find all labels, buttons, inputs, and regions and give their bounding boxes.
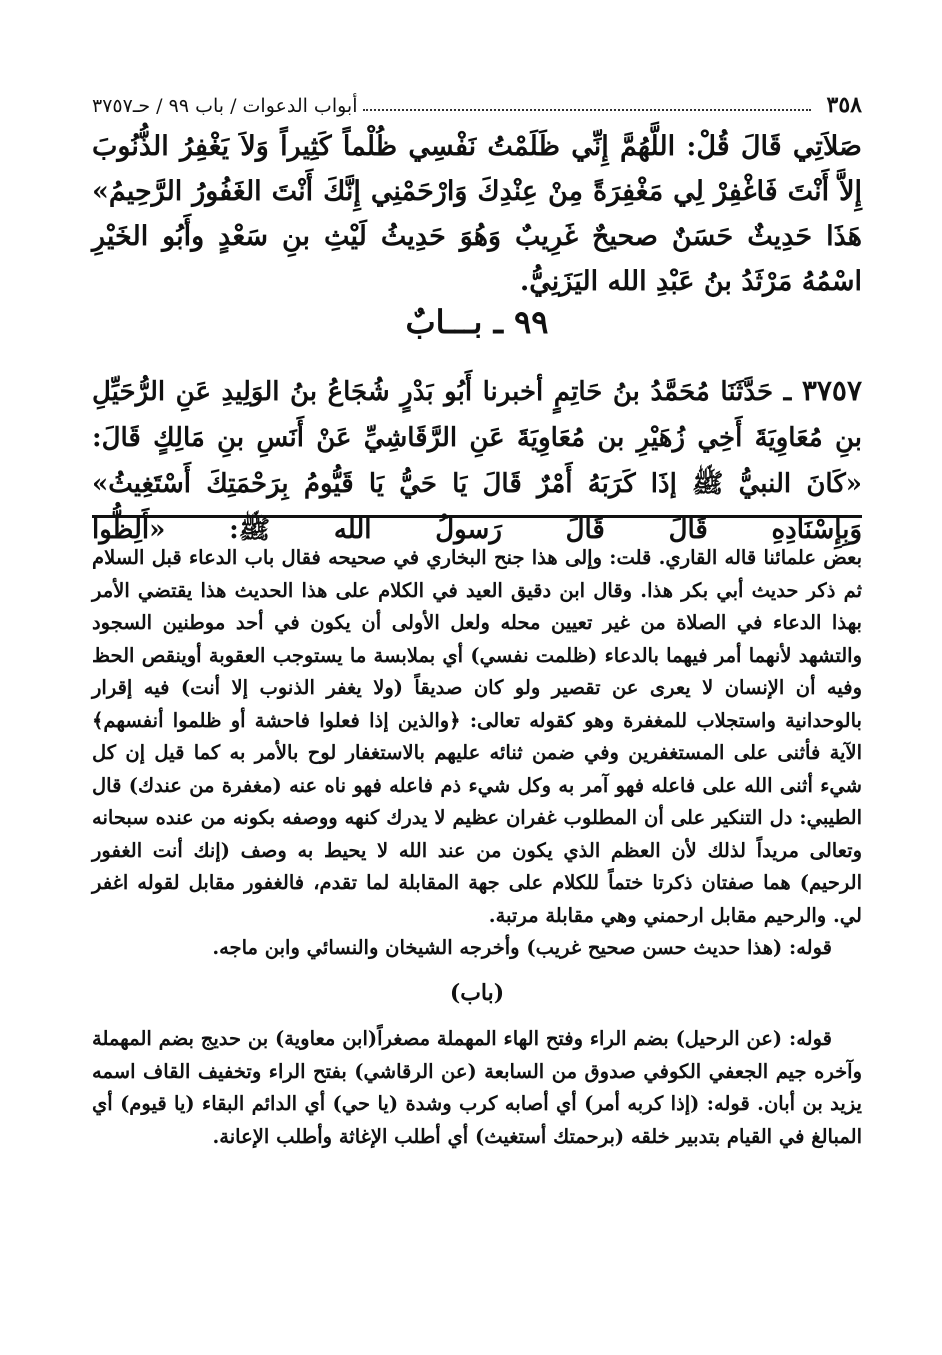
main-text: صَلاَتِي قَالَ قُلْ: اللَّهُمَّ إِنِّي ظَلَمْتُ نَفْسِي ظُلْماً كَثِيراً وَلاَ يَغْفِرُ الذُّنُوبَ إِلاَّ أَنْتَ فَاغْفِرْ لِي مَغْفِرَةً مِنْ عِنْدِكَ وَارْحَمْنِي إِنَّكَ أَنْتَ الغَفُورُ الرَّحِيمُ» هَذَا حَدِيثٌ حَسَنٌ صحيحٌ غَرِيبٌ وَهُوَ حَدِيثُ لَيْثِ بنِ سَعْدٍ وأَبُو الخَيْرِ اسْمُهُ مَرْثَدُ بنُ عَبْدِ الله اليَزَنِيُّ.	[92, 131, 862, 297]
commentary-paragraph-2: قوله: (هذا حديث حسن صحيح غريب) وأخرجه الشيخان والنسائي وابن ماجه.	[212, 936, 832, 959]
footnote-divider	[92, 515, 862, 518]
page-number: ٣٥٨	[826, 91, 862, 118]
commentary-block	[92, 542, 862, 1153]
header-title: أبواب الدعوات / باب ٩٩ / حـ٣٧٥٧	[92, 95, 358, 118]
dotted-leader	[363, 109, 810, 111]
hadith-number: ٣٧٥٧	[801, 374, 862, 407]
hadith-block	[92, 368, 862, 553]
chapter-heading: ٩٩ ـ بـــابٌ	[405, 303, 549, 341]
hadith-text: ـ حَدَّثَنَا مُحَمَّدُ بنُ حَاتِمٍ أخبرنا أَبُو بَدْرٍ شُجَاعُ بنُ الوَلِيدِ عَنِ الرُّحَيِّلِ بنِ مُعَاوِيَةَ أَخِي زُهَيْرِ بن مُعَاوِيَةَ عَنِ الرَّقَاشِيِّ عَنْ أَنَسِ بنِ مَالِكٍ قَالَ: «كَانَ النبيُّ ﷺ إذَا كَرَبَهُ أَمْرٌ قَالَ يَا حَيُّ يَا قَيُّومُ بِرَحْمَتِكَ أَسْتَغِيثُ» وَبِإِسْنَادِهِ قَالَ قَالَ رَسولُ الله ﷺ: «أَلِظُّوا	[92, 377, 862, 545]
commentary-sub-heading: (باب)	[449, 979, 505, 1006]
commentary-paragraph-1: بعض علمائنا قاله القاري. قلت: وإلى هذا جنح البخاري في صحيحه فقال باب الدعاء قبل السلام ثم ذكر حديث أبي بكر هذا. وقال ابن دقيق العيد في الكلام على هذا الحديث هذا يقتضي الأمر بهذا الدعاء في الصلاة من غير تعيين محله ولعل الأولى أن يكون في أحد موطنين السجود والتشهد لأنهما أمر فيهما بالدعاء (ظلمت نفسي) أي بملابسة ما يستوجب العقوبة أوينقص الحظ وفيه أن الإنسان لا يعرى عن تقصير ولو كان صديقاً (ولا يغفر الذنوب إلا أنت) فيه إقرار بالوحدانية واستجلاب للمغفرة وهو كقوله تعالى: ﴿والذين إذا فعلوا فاحشة أو ظلموا أنفسهم﴾ الآية فأثنى على المستغفرين وفي ضمن ثنائه عليهم بالاستغفار لوح بالأمر به كما قيل إن كل شيء أثنى الله على فاعله فهو آمر به وكل شيء ذم فاعله فهو ناه عنه (مغفرة من عندك) قال الطيبي: دل التنكير على أن المطلوب غفران عظيم لا يدرك كنهه ووصفه بكونه من عنده سبحانه وتعالى مريداً لذلك لأن العظم الذي يكون من عند الله لا يحيط به وصف (إنك أنت الغفور الرحيم) هما صفتان ذكرتا ختماً للكلام على جهة المقابلة لما تقدم، فالغفور مقابل لقوله اغفر لي. والرحيم مقابل ارحمني وهي مقابلة مرتبة.	[92, 546, 862, 927]
running-header	[92, 78, 862, 118]
main-text-block	[92, 124, 862, 304]
commentary-paragraph-3: قوله: (عن الرحيل) بضم الراء وفتح الهاء المهملة مصغراً(ابن معاوية) بن حديج بضم المهملة وآخره جيم الجعفي الكوفي صدوق من السابعة (عن الرقاشي) بفتح الراء وتخفيف القاف اسمه يزيد بن أبان. قوله: (إذا كربه أمر) أي أصابه كرب وشدة (يا حي) أي الدائم البقاء (يا قيوم) أي المبالغ في القيام بتدبير خلقه (برحمتك أستغيث) أي أطلب الإغاثة وأطلب الإعانة.	[92, 1027, 863, 1148]
